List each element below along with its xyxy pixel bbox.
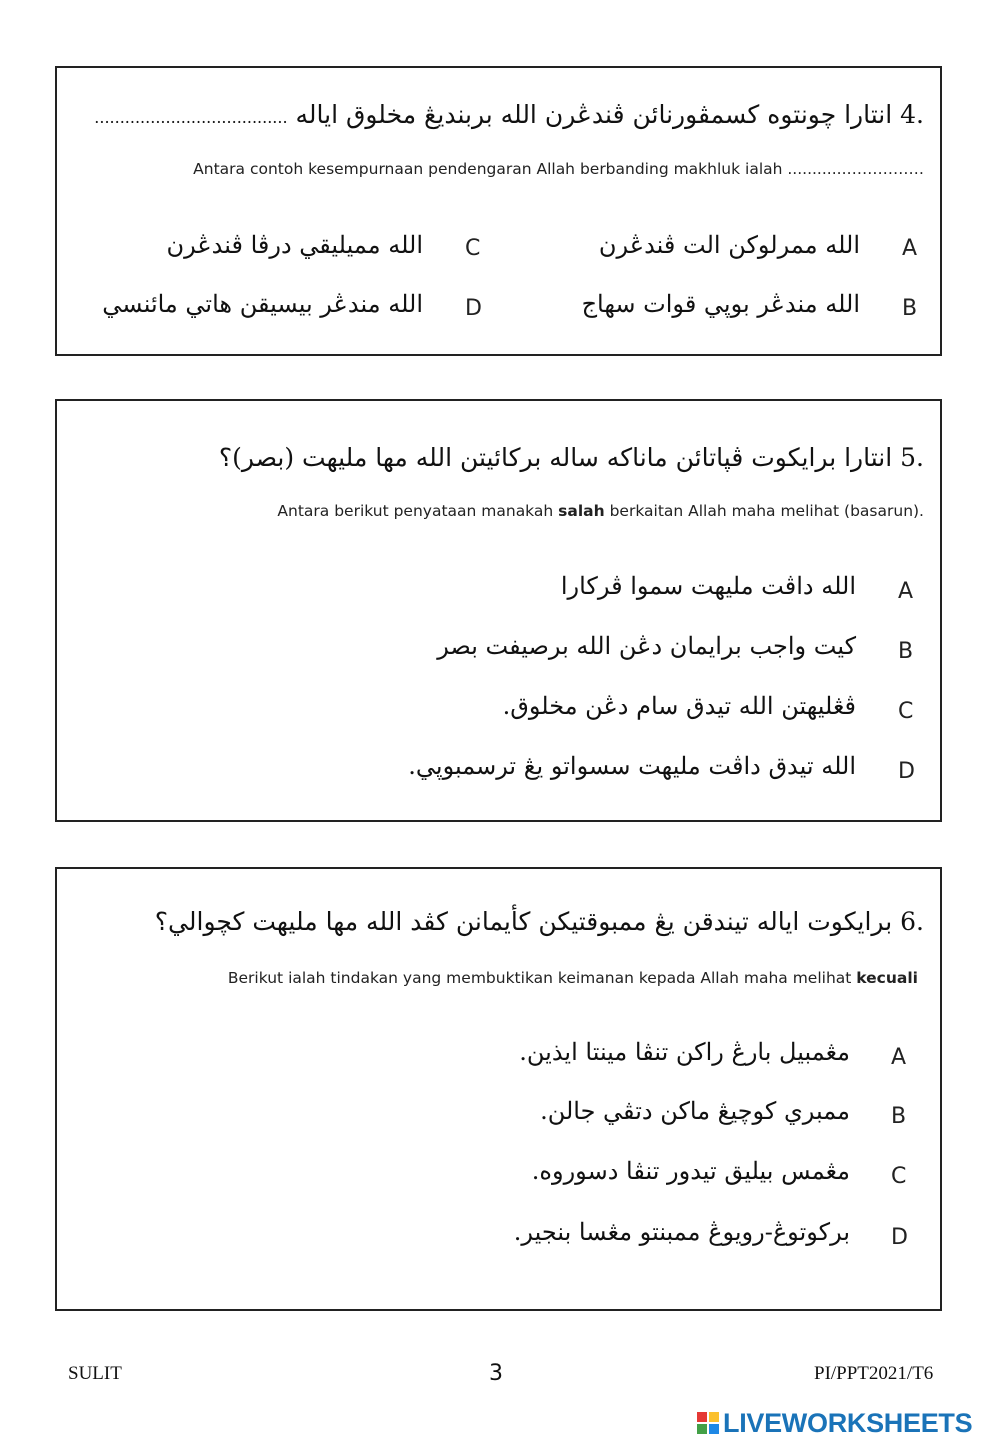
logo-text: LIVEWORKSHEETS: [723, 1407, 973, 1438]
option-c-text[interactable]: ڤڠليهتن الله تيدق سام دڠن مخلوق.: [502, 692, 856, 720]
question-6-box: [55, 867, 942, 1311]
liveworksheets-logo[interactable]: [697, 1407, 972, 1439]
option-b-text[interactable]: الله مندڠر بوپي قوات سهاج: [581, 290, 860, 318]
option-letter: C: [898, 699, 914, 724]
question-4-malay: Antara contoh kesempurnaan pendengaran Allah berbanding makhluk ialah ............……………: [193, 160, 924, 178]
logo-square-blue: [709, 1424, 719, 1434]
option-d-text[interactable]: الله تيدق داڤت مليهت سسواتو يڠ ترسمبوپي.: [408, 752, 856, 780]
question-5-jawi: 5. انتارا برايکوت ڤپاتائن ماناکه ساله برکائيتن الله مها مليهت (بصر)؟: [218, 443, 924, 472]
question-4-box: [55, 66, 942, 356]
option-a-text[interactable]: الله ممرلوکن الت ڤندڠرن: [598, 231, 860, 259]
option-d-text[interactable]: برکوتوڠ-رويوڠ ممبنتو مڠسا بنجير.: [513, 1218, 850, 1246]
logo-square-green: [697, 1424, 707, 1434]
option-letter: D: [465, 296, 482, 321]
option-d-text[interactable]: الله مندڠر بيسيقن هاتي مائنسي: [102, 290, 423, 318]
footer-document-code: PI/PPT2021/T6: [814, 1363, 934, 1384]
answer-blank: ......................................: [94, 108, 288, 127]
question-5-malay: Antara berikut penyataan manakah salah berkaitan Allah maha melihat (basarun).: [277, 502, 924, 520]
footer-classification: SULIT: [68, 1363, 122, 1384]
option-letter: D: [898, 759, 915, 784]
option-c-text[interactable]: الله مميليقي درڤا ڤندڠرن: [166, 231, 423, 259]
logo-square-yellow: [709, 1412, 719, 1422]
question-5-box: [55, 399, 942, 822]
option-letter: C: [891, 1164, 907, 1189]
option-letter: B: [898, 639, 914, 664]
question-4-jawi: 4. انتارا چونتوه کسمڤورنائن ڤندڠرن الله بربنديڠ مخلوق اياله ......................................: [94, 100, 924, 129]
logo-square-red: [697, 1412, 707, 1422]
logo-mark-icon: [697, 1412, 719, 1434]
question-6-jawi: 6. برايکوت اياله تيندقن يڠ ممبوقتيکن کأيمانن کڤد الله مها مليهت کچوالي؟: [154, 907, 924, 936]
option-letter: B: [902, 296, 918, 321]
page-number: 3: [489, 1361, 503, 1386]
option-letter: D: [891, 1225, 908, 1250]
option-letter: A: [902, 236, 918, 261]
option-b-text[interactable]: ممبري کوچيڠ ماکن دتڤي جالن.: [540, 1097, 850, 1125]
option-c-text[interactable]: مڠمس بيليق تيدور تنڤا دسوروه.: [531, 1157, 850, 1185]
option-a-text[interactable]: مڠمبيل بارڠ راکن تنڤا مينتا ايذين.: [519, 1038, 850, 1066]
option-letter: B: [891, 1104, 907, 1129]
question-6-malay: Berikut ialah tindakan yang membuktikan keimanan kepada Allah maha melihat kecuali: [227, 969, 918, 987]
option-b-text[interactable]: کيت واجب برايمان دڠن الله برصيفت بصر: [437, 632, 856, 660]
option-letter: C: [465, 236, 481, 261]
option-a-text[interactable]: الله داڤت مليهت سموا ڤرکارا: [560, 572, 856, 600]
option-letter: A: [891, 1045, 907, 1070]
option-letter: A: [898, 579, 914, 604]
